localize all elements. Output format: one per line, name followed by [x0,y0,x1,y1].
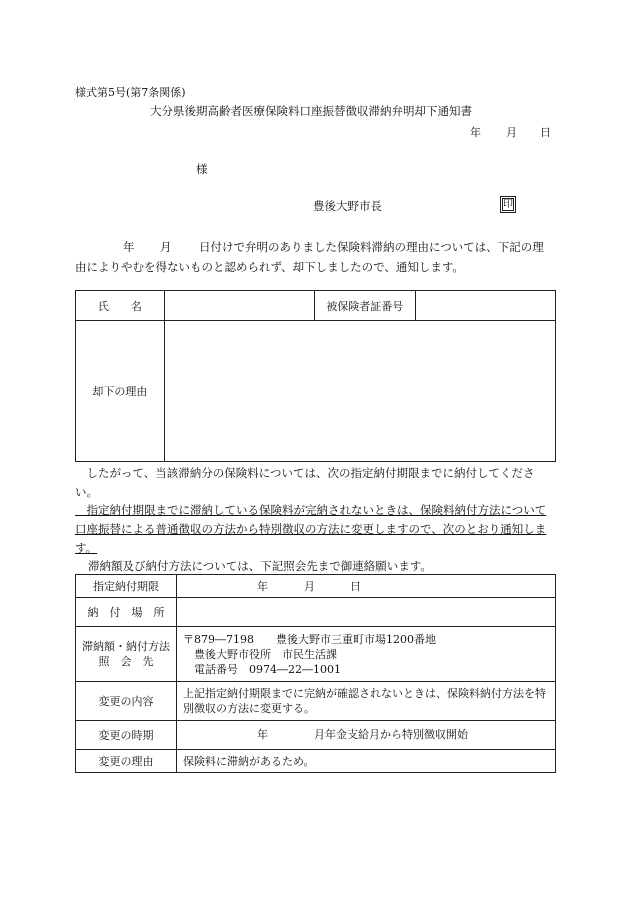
payment-place-label: 納 付 場 所 [76,598,177,627]
issue-date-year: 年 [470,126,481,139]
issue-date-month: 月 [506,126,517,139]
change-reason-label: 変更の理由 [76,750,177,773]
deadline-label: 指定納付期限 [76,575,177,598]
deadline-month: 月 [304,580,315,593]
form-number: 様式第5号(第7条関係) [75,86,186,99]
name-value [164,291,314,321]
name-label: 氏 名 [76,291,165,321]
change-reason-value: 保険料に滞納があるため。 [177,750,556,773]
change-content-label: 変更の内容 [76,682,177,721]
inquiry-office: 豊後大野市役所 市民生活課 [183,647,337,661]
issuer-name: 豊後大野市長 [313,199,382,213]
addressee-suffix: 様 [196,162,208,176]
payment-place-value [177,598,556,627]
intro-year: 年 [123,240,135,254]
deadline-value [177,575,556,598]
rejection-reason-value [164,321,555,462]
change-time-text: 月年金支給月から特別徴収開始 [314,728,468,741]
inquiry-value [177,627,556,682]
intro-month: 月 [160,240,172,254]
inquiry-address: 〒879―7198 豊後大野市三重町市場1200番地 [183,632,436,646]
inquiry-label-line-2: 照 会 先 [98,655,154,668]
notice-paragraph-3: 滞納額及び納付方法については、下記照会先まで御連絡願います。 [88,559,432,573]
inquiry-phone: 電話番号 0974―22―1001 [183,662,341,676]
notice-paragraph-2-text: 指定納付期限までに滞納している保険料が完納されないときは、保険料納付方法について口座振替による普通徴収の方法から特別徴収の方法に変更しますので、次のとおり通知します。 [75,503,547,555]
intro-line-1-text: 日付けで弁明のありました保険料滞納の理由については、下記の理 [199,240,544,254]
notice-paragraph-2 [75,501,555,558]
insured-number-value [415,291,555,321]
rejection-reason-label: 却下の理由 [76,321,165,462]
seal-mark: 印 [500,196,516,213]
deadline-day: 日 [350,580,361,593]
insured-number-label: 被保険者証番号 [315,291,416,321]
payment-table [75,574,556,773]
intro-line-2: 由によりやむを得ないものと認められず、却下しましたので、通知します。 [75,260,464,274]
issue-date-day: 日 [540,126,551,139]
inquiry-label [76,627,177,682]
applicant-table [75,290,556,462]
deadline-year: 年 [257,580,268,593]
change-time-value [177,721,556,750]
inquiry-label-line-1: 滞納額・納付方法 [82,640,170,653]
notice-paragraph-1: したがって、当該滞納分の保険料については、次の指定納付期限までに納付してください。 [75,466,535,499]
change-content-value: 上記指定納付期限までに完納が確認されないときは、保険料納付方法を特別徴収の方法に変更する。 [177,682,556,721]
change-time-year: 年 [257,728,268,741]
document-title: 大分県後期高齢者医療保険料口座振替徴収滞納弁明却下通知書 [150,104,472,118]
change-time-label: 変更の時期 [76,721,177,750]
